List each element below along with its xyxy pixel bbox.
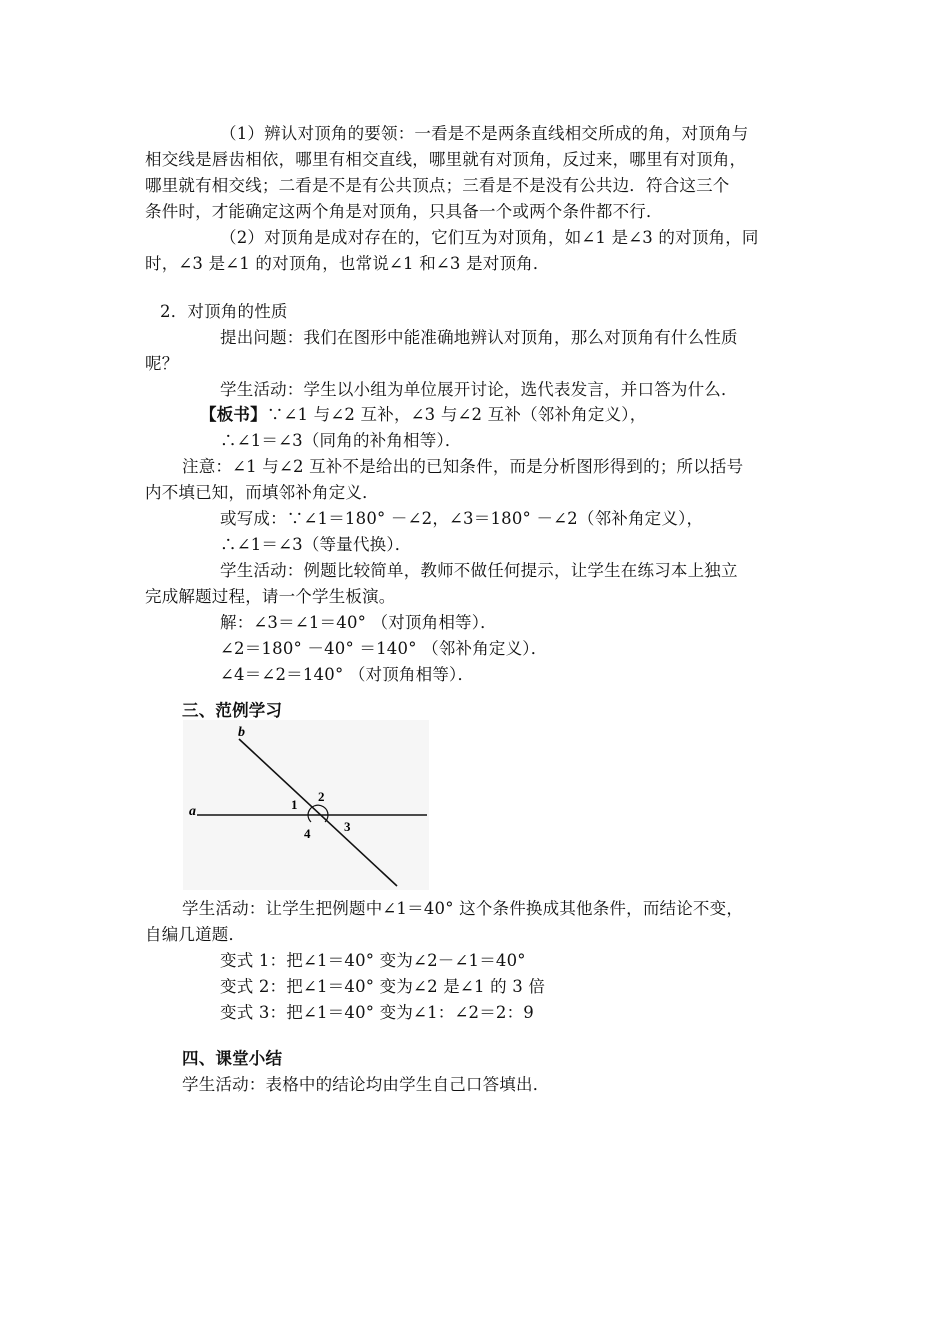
question-line2: 呢？ bbox=[145, 354, 179, 373]
solution-line3: ∠4＝∠2＝140° （对顶角相等）． bbox=[220, 665, 475, 684]
activity3-line1: 学生活动：让学生把例题中∠1＝40° 这个条件换成其他条件，而结论不变， bbox=[182, 899, 744, 918]
para2-line2: 时，∠3 是∠1 的对顶角，也常说∠1 和∠3 是对顶角． bbox=[145, 254, 550, 273]
solution-line2: ∠2＝180° －40° ＝140° （邻补角定义）． bbox=[220, 639, 548, 658]
variant-1: 变式 1：把∠1＝40° 变为∠2－∠1＝40° bbox=[220, 951, 526, 970]
label-a: a bbox=[189, 804, 196, 819]
note-line1: 注意：∠1 与∠2 互补不是给出的已知条件，而是分析图形得到的；所以括号 bbox=[182, 457, 744, 476]
activity2-line2: 完成解题过程，请一个学生板演。 bbox=[145, 587, 396, 606]
para1-line2: 相交线是唇齿相依，哪里有相交直线，哪里就有对顶角，反过来，哪里有对顶角， bbox=[145, 150, 747, 169]
label-angle-1: 1 bbox=[291, 797, 298, 812]
para2-line1: （2）对顶角是成对存在的，它们互为对顶角，如∠1 是∠3 的对顶角，同 bbox=[220, 228, 759, 247]
intersecting-lines-figure bbox=[183, 720, 429, 890]
label-angle-4: 4 bbox=[304, 826, 311, 841]
section-title-summary: 四、课堂小结 bbox=[182, 1049, 283, 1068]
figure-background bbox=[183, 720, 429, 890]
activity3-line2: 自编几道题． bbox=[145, 925, 246, 944]
note-line2: 内不填已知，而填邻补角定义． bbox=[145, 483, 379, 502]
section-title-properties: 2．对顶角的性质 bbox=[160, 302, 288, 321]
label-angle-3: 3 bbox=[344, 819, 351, 834]
solution-line1: 解：∠3＝∠1＝40° （对顶角相等）． bbox=[220, 613, 497, 632]
label-b: b bbox=[238, 725, 245, 740]
section-title-examples: 三、范例学习 bbox=[182, 701, 283, 720]
activity2-line1: 学生活动：例题比较简单，教师不做任何提示，让学生在练习本上独立 bbox=[220, 561, 738, 580]
para1-line4: 条件时，才能确定这两个角是对顶角，只具备一个或两个条件都不行． bbox=[145, 202, 663, 221]
summary-text: 学生活动：表格中的结论均由学生自己口答填出． bbox=[182, 1075, 550, 1094]
label-angle-2: 2 bbox=[318, 789, 325, 804]
board-label: 【板书】 bbox=[200, 405, 267, 424]
board-conclusion: ∴∠1＝∠3（同角的补角相等）． bbox=[220, 431, 462, 450]
alt-conclusion: ∴∠1＝∠3（等量代换）． bbox=[220, 535, 412, 554]
board-text: ∵∠1 与∠2 互补，∠3 与∠2 互补（邻补角定义）， bbox=[266, 405, 647, 424]
variant-3: 变式 3：把∠1＝40° 变为∠1：∠2＝2：9 bbox=[220, 1003, 534, 1022]
para1-line3: 哪里就有相交线；二看是不是有公共顶点；三看是不是没有公共边．符合这三个 bbox=[145, 176, 730, 195]
question-line1: 提出问题：我们在图形中能准确地辨认对顶角，那么对顶角有什么性质 bbox=[220, 328, 738, 347]
variant-2: 变式 2：把∠1＝40° 变为∠2 是∠1 的 3 倍 bbox=[220, 977, 546, 996]
activity1: 学生活动：学生以小组为单位展开讨论，选代表发言，并口答为什么． bbox=[220, 380, 738, 399]
board-line bbox=[200, 407, 646, 424]
alt-write: 或写成：∵∠1＝180° －∠2，∠3＝180° －∠2（邻补角定义）， bbox=[220, 509, 704, 528]
para1-line1: （1）辨认对顶角的要领：一看是不是两条直线相交所成的角，对顶角与 bbox=[220, 124, 749, 143]
